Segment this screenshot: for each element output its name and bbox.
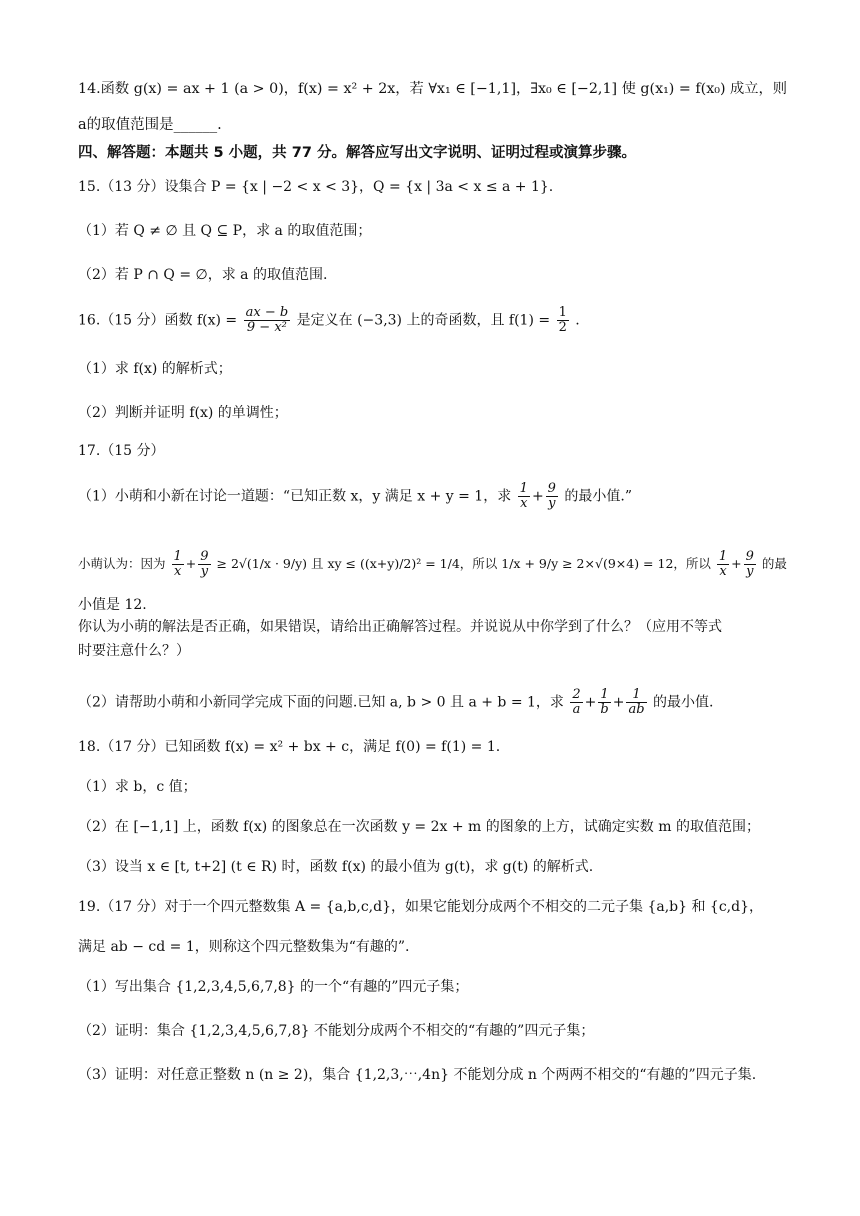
q17-den-ab: ab: [628, 702, 645, 717]
q16-stem: [78, 306, 788, 335]
section-heading: 四、解答题：本题共 5 小题，共 77 分。解答应写出文字说明、证明过程或演算步骤。: [78, 145, 636, 161]
q18-part2: （2）在 [−1,1] 上，函数 f(x) 的图象总在一次函数 y = 2x + m 的图象的上方，试确定实数 m 的取值范围；: [78, 819, 760, 835]
q19-stem-line2: 满足 ab − cd = 1，则称这个四元整数集为“有趣的”.: [78, 939, 410, 955]
q19-part2: （2）证明：集合 {1,2,3,4,5,6,7,8} 不能划分成两个不相交的“有趣的”四元子集；: [78, 1023, 595, 1039]
q16-stem-c: .: [575, 312, 580, 329]
q14-line2: a的取值范围是______.: [78, 117, 222, 133]
q17-num-1b: 1: [598, 688, 610, 703]
q16-half-numerator: 1: [558, 305, 567, 320]
q17-sol-num-1: 1: [173, 549, 182, 564]
q17-solution-c: 的最: [761, 556, 787, 571]
q17-part1-b: 的最小值.”: [564, 488, 633, 505]
q17-den-a: a: [572, 702, 581, 717]
q17-num-9: 9: [547, 481, 556, 496]
q17-sol2-nine-over-y: [744, 550, 756, 579]
q17-sol-one-over-x: [172, 550, 184, 579]
q17-num-1: 1: [519, 481, 528, 496]
q17-solution-b: ≥ 2√(1/x · 9/y) 且 xy ≤ ((x+y)/2)² = 1/4，所以 1/x + 9/y ≥ 2×√(9×4) = 12，所以: [216, 556, 711, 571]
q17-one-over-b: [598, 688, 610, 717]
q17-solution: 小萌认为：因为 $\frac{1}{x}$ + $\frac{9}{y}$ ≥ 2√(1/x · 9/y) 且 xy ≤ ((x+y)/2)² = 1/4，所以 1/x + 9/y ≥ 2×√(9×4) = 12，所以 $\frac{1}{x}$ + $\frac{9}{y}$ 的最: [78, 549, 787, 579]
q16-fraction: [244, 306, 291, 335]
q14-line1: 14.函数 g(x) = ax + 1 (a > 0)，f(x) = x² + 2x，若 ∀x₁ ∈ [−1,1]，∃x₀ ∈ [−2,1] 使 g(x₁) = f(x₀) 成立，则: [78, 81, 788, 97]
q17-part2-a: （2）请帮助小萌和小新同学完成下面的问题.已知 a, b > 0 且 a + b = 1，求: [78, 694, 564, 711]
q17-sol2-one-over-x: [717, 550, 729, 579]
q15-part1: （1）若 Q ≠ ∅ 且 Q ⊆ P，求 a 的取值范围；: [78, 223, 372, 239]
q17-one-over-x: [518, 482, 530, 511]
q15-part2: （2）若 P ∩ Q = ∅，求 a 的取值范围.: [78, 267, 328, 283]
q16-stem-a: 16.（15 分）函数 f(x) =: [78, 312, 238, 329]
q19-part1: （1）写出集合 {1,2,3,4,5,6,7,8} 的一个“有趣的”四元子集；: [78, 979, 469, 995]
q17-num-2: 2: [572, 687, 581, 702]
q17-sol2-num-9: 9: [745, 549, 754, 564]
q17-den-x: x: [520, 496, 528, 511]
q17-solution-a: 小萌认为：因为: [78, 556, 166, 571]
q17-sol-nine-over-y: [198, 550, 210, 579]
q18-stem: 18.（17 分）已知函数 f(x) = x² + bx + c，满足 f(0) = f(1) = 1.: [78, 739, 501, 755]
q17-part2-b: 的最小值.: [653, 694, 714, 711]
q16-fraction-numerator: ax − b: [245, 305, 289, 320]
q17-ask-line2: 时要注意什么？）: [78, 643, 190, 659]
q17-sol-num-9: 9: [200, 549, 209, 564]
q17-part1: （1）小萌和小新在讨论一道题：“已知正数 x，y 满足 x + y = 1，求 $\frac{1}{x}$ + $\frac{9}{y}$ 的最小值.”: [78, 481, 633, 511]
q15-stem: 15.（13 分）设集合 P = {x | −2 < x < 3}，Q = {x | 3a < x ≤ a + 1}.: [78, 179, 554, 195]
q17-part1-a: （1）小萌和小新在讨论一道题：“已知正数 x，y 满足 x + y = 1，求: [78, 488, 512, 505]
q16-half-denominator: 2: [558, 320, 567, 335]
q17-sol2-den-x: x: [719, 564, 727, 579]
q17-sol-den-y: y: [200, 564, 209, 579]
q17-nine-over-y: [546, 482, 558, 511]
q16-half-fraction: [557, 306, 569, 335]
q16-fraction-denominator: 9 − x²: [246, 320, 287, 335]
q17-ask-line1: 你认为小萌的解法是否正确，如果错误，请给出正确解答过程。并说说从中你学到了什么？（应用不等式: [78, 619, 722, 635]
q18-part1: （1）求 b，c 值；: [78, 779, 197, 795]
q17-sol2-num-1: 1: [718, 549, 728, 564]
q19-stem-line1: 19.（17 分）对于一个四元整数集 A = {a,b,c,d}，如果它能划分成两个不相交的二元子集 {a,b} 和 {c,d}，: [78, 899, 763, 915]
q19-part3: （3）证明：对任意正整数 n (n ≥ 2)，集合 {1,2,3,⋯,4n} 不能划分成 n 个两两不相交的“有趣的”四元子集.: [78, 1067, 757, 1083]
q16-part1: （1）求 f(x) 的解析式；: [78, 361, 232, 377]
q16-part2: （2）判断并证明 f(x) 的单调性；: [78, 405, 288, 421]
q17-solution-end: 小值是 12.: [78, 597, 147, 613]
q17-one-over-ab: [626, 688, 646, 717]
q17-two-over-a: [570, 688, 582, 717]
q18-part3: （3）设当 x ∈ [t, t+2] (t ∈ R) 时，函数 f(x) 的最小值为 g(t)，求 g(t) 的解析式.: [78, 859, 594, 875]
q17-num-1ab: 1: [626, 688, 646, 703]
q16-stem-b: 是定义在 (−3,3) 上的奇函数，且 f(1) =: [296, 312, 551, 329]
q17-den-b: b: [600, 702, 609, 717]
q17-part2: （2）请帮助小萌和小新同学完成下面的问题.已知 a, b > 0 且 a + b = 1，求 $\frac{2}{a}$ + $\frac{1}{b}$ + $\frac{1}{ab}$ 的最小值.: [78, 687, 714, 717]
q17-den-y: y: [548, 496, 556, 511]
q17-sol2-den-y: y: [746, 564, 754, 579]
q17-sol-den-x: x: [173, 564, 182, 579]
q17-stem: 17.（15 分）: [78, 443, 165, 459]
